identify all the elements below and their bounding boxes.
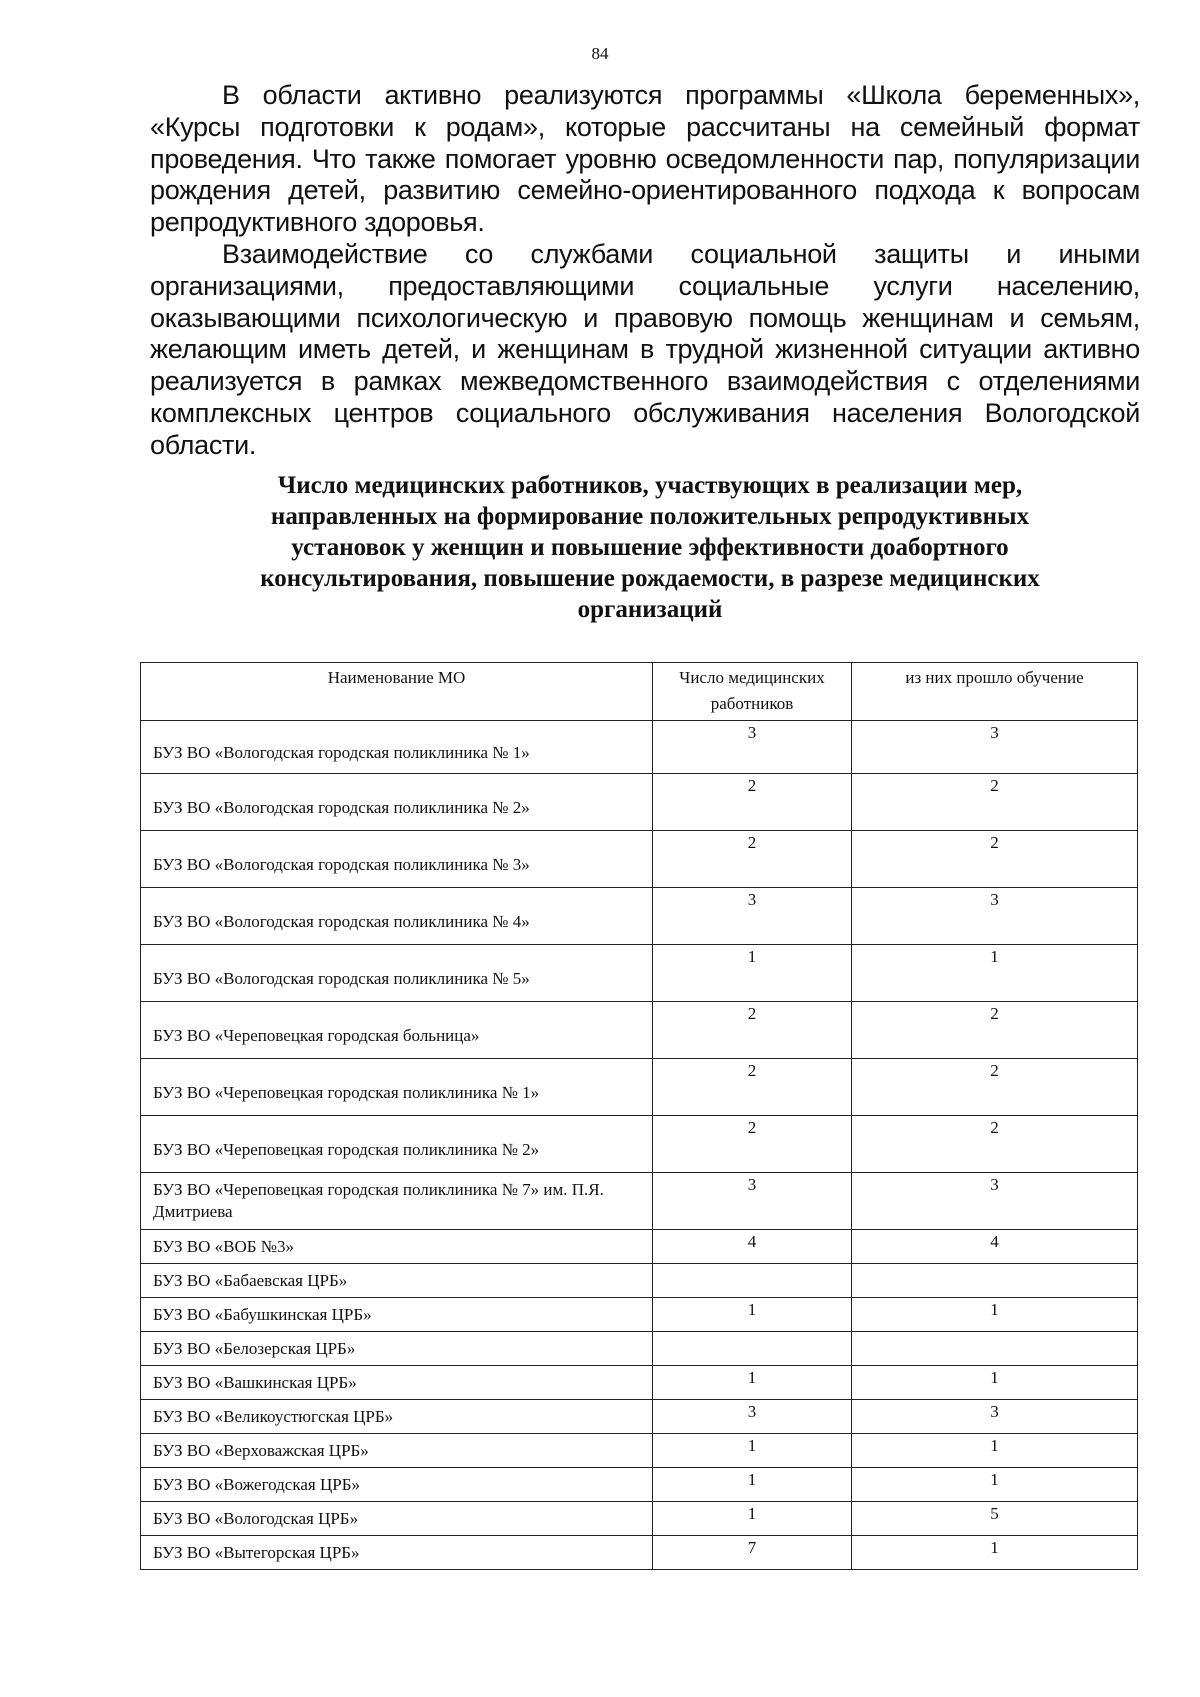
table-row bbox=[141, 1332, 1138, 1366]
cell-trained: 2 bbox=[852, 1059, 1138, 1116]
cell-workers: 2 bbox=[653, 1116, 852, 1173]
heading-line: направленных на формирование положительных репродуктивных bbox=[270, 503, 1030, 530]
cell-trained: 1 bbox=[852, 1468, 1138, 1502]
table-row bbox=[141, 1002, 1138, 1059]
body-text bbox=[150, 80, 1140, 462]
cell-mo-name: БУЗ ВО «Череповецкая городская поликлиника № 7» им. П.Я. Дмитриева bbox=[141, 1173, 653, 1230]
cell-workers: 3 bbox=[653, 888, 852, 945]
table-row bbox=[141, 1536, 1138, 1570]
cell-workers: 2 bbox=[653, 1059, 852, 1116]
cell-trained: 3 bbox=[852, 1173, 1138, 1230]
cell-trained: 3 bbox=[852, 1400, 1138, 1434]
paragraph-2: Взаимодействие со службами социальной защиты и иными организациями, предоставляющими социальные услуги населению, оказывающими психологическую и правовую помощь женщинам и семьям, желающим иметь детей, и женщинам в трудной жизненной ситуации активно реализуется в рамках межведомственного взаимодействия с отделениями комплексных центров социального обслуживания населения Вологодской области. bbox=[150, 238, 1140, 460]
table-row bbox=[141, 1400, 1138, 1434]
cell-trained: 3 bbox=[852, 721, 1138, 774]
cell-mo-name: БУЗ ВО «Бабушкинская ЦРБ» bbox=[141, 1298, 653, 1332]
cell-workers: 2 bbox=[653, 1002, 852, 1059]
cell-mo-name: БУЗ ВО «Вытегорская ЦРБ» bbox=[141, 1536, 653, 1570]
cell-workers: 2 bbox=[653, 774, 852, 831]
table-row bbox=[141, 1059, 1138, 1116]
heading-line: организаций bbox=[577, 596, 723, 623]
table-row bbox=[141, 1502, 1138, 1536]
table-row bbox=[141, 1434, 1138, 1468]
cell-mo-name: БУЗ ВО «Череповецкая городская поликлиника № 1» bbox=[141, 1059, 653, 1116]
cell-trained: 2 bbox=[852, 1116, 1138, 1173]
table-header-row bbox=[141, 663, 1138, 721]
table-row bbox=[141, 1264, 1138, 1298]
cell-trained: 1 bbox=[852, 1366, 1138, 1400]
cell-mo-name: БУЗ ВО «Вологодская городская поликлиника № 5» bbox=[141, 945, 653, 1002]
table-row bbox=[141, 1173, 1138, 1230]
header-mo-name: Наименование МО bbox=[141, 663, 653, 721]
heading-line: Число медицинских работников, участвующих в реализации мер, bbox=[277, 472, 1023, 499]
cell-trained: 2 bbox=[852, 774, 1138, 831]
table-row bbox=[141, 945, 1138, 1002]
cell-trained bbox=[852, 1332, 1138, 1366]
cell-workers: 1 bbox=[653, 1502, 852, 1536]
cell-mo-name: БУЗ ВО «Вожегодская ЦРБ» bbox=[141, 1468, 653, 1502]
heading-line: установок у женщин и повышение эффективности доабортного bbox=[291, 534, 1009, 561]
cell-workers: 1 bbox=[653, 1366, 852, 1400]
table-row bbox=[141, 831, 1138, 888]
cell-mo-name: БУЗ ВО «Вологодская городская поликлиника № 4» bbox=[141, 888, 653, 945]
cell-workers: 2 bbox=[653, 831, 852, 888]
table-row bbox=[141, 1116, 1138, 1173]
header-trained: из них прошло обучение bbox=[852, 663, 1138, 721]
cell-mo-name: БУЗ ВО «ВОБ №3» bbox=[141, 1230, 653, 1264]
cell-mo-name: БУЗ ВО «Вашкинская ЦРБ» bbox=[141, 1366, 653, 1400]
table-row bbox=[141, 1468, 1138, 1502]
cell-trained: 1 bbox=[852, 1434, 1138, 1468]
table-heading bbox=[180, 470, 1120, 625]
cell-mo-name: БУЗ ВО «Вологодская городская поликлиника № 3» bbox=[141, 831, 653, 888]
cell-workers: 7 bbox=[653, 1536, 852, 1570]
cell-trained: 1 bbox=[852, 1536, 1138, 1570]
cell-trained: 3 bbox=[852, 888, 1138, 945]
cell-workers bbox=[653, 1264, 852, 1298]
table-row bbox=[141, 1366, 1138, 1400]
cell-mo-name: БУЗ ВО «Вологодская городская поликлиника № 1» bbox=[141, 721, 653, 774]
cell-mo-name: БУЗ ВО «Вологодская городская поликлиника № 2» bbox=[141, 774, 653, 831]
medical-workers-table bbox=[140, 662, 1138, 1570]
cell-trained: 4 bbox=[852, 1230, 1138, 1264]
cell-workers: 3 bbox=[653, 1400, 852, 1434]
cell-mo-name: БУЗ ВО «Вологодская ЦРБ» bbox=[141, 1502, 653, 1536]
cell-workers: 3 bbox=[653, 721, 852, 774]
cell-workers bbox=[653, 1332, 852, 1366]
page-number: 84 bbox=[591, 44, 609, 63]
table-row bbox=[141, 774, 1138, 831]
cell-trained bbox=[852, 1264, 1138, 1298]
table-row bbox=[141, 721, 1138, 774]
heading-line: консультирования, повышение рождаемости, в разрезе медицинских bbox=[260, 565, 1040, 592]
cell-workers: 1 bbox=[653, 1434, 852, 1468]
cell-trained: 1 bbox=[852, 1298, 1138, 1332]
cell-mo-name: БУЗ ВО «Череповецкая городская больница» bbox=[141, 1002, 653, 1059]
table-row bbox=[141, 1298, 1138, 1332]
cell-trained: 1 bbox=[852, 945, 1138, 1002]
cell-trained: 2 bbox=[852, 831, 1138, 888]
paragraph-1: В области активно реализуются программы «Школа беременных», «Курсы подготовки к родам», которые рассчитаны на семейный формат проведения. Что также помогает уровню осведомленности пар, популяризации рождения детей, развитию семейно-ориентированного подхода к вопросам репродуктивного здоровья. bbox=[150, 80, 1140, 238]
cell-workers: 3 bbox=[653, 1173, 852, 1230]
header-workers: Число медицинских работников bbox=[653, 663, 852, 721]
table-row bbox=[141, 1230, 1138, 1264]
cell-mo-name: БУЗ ВО «Великоустюгская ЦРБ» bbox=[141, 1400, 653, 1434]
cell-mo-name: БУЗ ВО «Белозерская ЦРБ» bbox=[141, 1332, 653, 1366]
cell-workers: 1 bbox=[653, 945, 852, 1002]
cell-mo-name: БУЗ ВО «Бабаевская ЦРБ» bbox=[141, 1264, 653, 1298]
table-row bbox=[141, 888, 1138, 945]
cell-workers: 1 bbox=[653, 1468, 852, 1502]
cell-trained: 5 bbox=[852, 1502, 1138, 1536]
cell-mo-name: БУЗ ВО «Верховажская ЦРБ» bbox=[141, 1434, 653, 1468]
cell-trained: 2 bbox=[852, 1002, 1138, 1059]
cell-workers: 1 bbox=[653, 1298, 852, 1332]
cell-mo-name: БУЗ ВО «Череповецкая городская поликлиника № 2» bbox=[141, 1116, 653, 1173]
cell-workers: 4 bbox=[653, 1230, 852, 1264]
